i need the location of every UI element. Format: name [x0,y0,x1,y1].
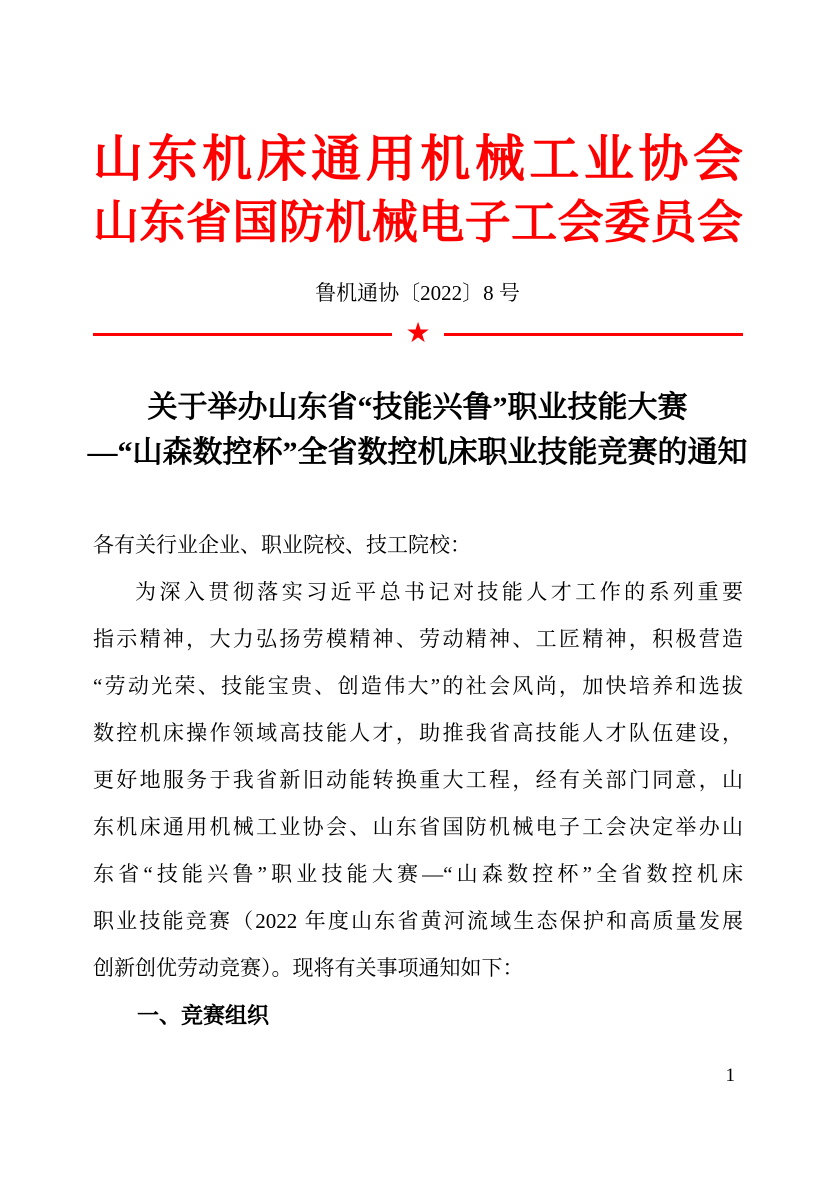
body-line: 更好地服务于我省新旧动能转换重大工程，经有关部门同意，山 [93,768,743,792]
body-line: 创新创优劳动竞赛）。现将有关事项通知如下： [93,956,524,980]
body-text [93,522,743,1039]
doc-number: 鲁机通协〔2022〕8 号 [315,281,520,305]
notice-title-line-2: —“山森数控杯”全省数控机床职业技能竞赛的通知 [87,436,748,469]
body-line: 东机床通用机械工业协会、山东省国防机械电子工会决定举办山 [93,815,743,839]
org-name-line-1: 山东机床通用机械工业协会 [93,131,743,187]
body-line: 职业技能竞赛（2022 年度山东省黄河流域生态保护和高质量发展 [93,909,743,933]
body-line: “劳动光荣、技能宝贵、创造伟大”的社会风尚，加快培养和选拔 [93,674,743,698]
red-divider [93,320,743,348]
red-header-block [93,126,743,254]
body-line: 东省“技能兴鲁”职业技能大赛—“山森数控杯”全省数控机床 [93,862,743,886]
star-icon: ★ [405,318,431,349]
org-name-line-2: 山东省国防机械电子工会委员会 [93,197,743,248]
body-line: 数控机床操作领域高技能人才，助推我省高技能人才队伍建设， [93,721,743,745]
red-rule-left [93,333,392,336]
salutation: 各有关行业企业、职业院校、技工院校： [93,533,471,557]
body-line: 指示精神，大力弘扬劳模精神、劳动精神、工匠精神，积极营造 [93,627,743,651]
notice-title-line-1: 关于举办山东省“技能兴鲁”职业技能大赛 [147,391,688,424]
page-number: 1 [725,1065,735,1086]
red-rule-right [444,333,743,336]
notice-title [60,385,775,475]
body-line: 为深入贯彻落实习近平总书记对技能人才工作的系列重要 [135,580,743,604]
section-heading: 一、竞赛组织 [137,1003,270,1028]
